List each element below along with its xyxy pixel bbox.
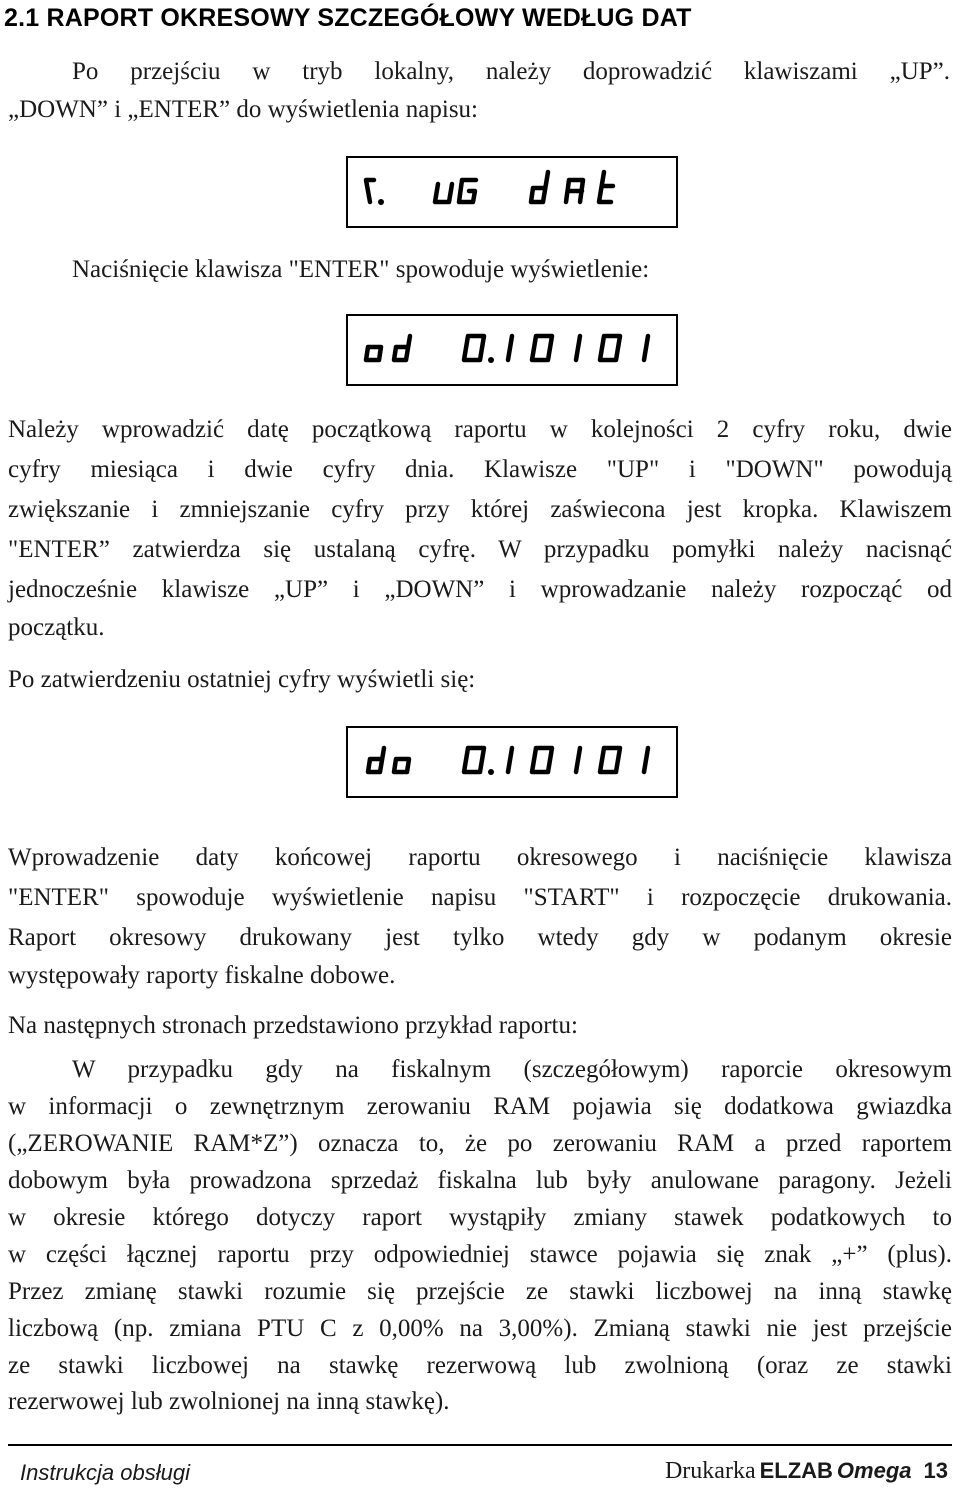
- footer-manual-title: Instrukcja obsługi: [20, 1460, 190, 1485]
- footer-word: Drukarka: [664, 1458, 756, 1484]
- lcd-text-r-ug-dat: [348, 158, 676, 226]
- footer-model: Omega: [836, 1458, 912, 1483]
- footer-divider: [8, 1444, 952, 1446]
- intro-line-1: Po przejściu w tryb lokalny, należy doprowadzić klawiszami „UP”.: [72, 58, 950, 85]
- lcd-display-end-date: [346, 726, 678, 798]
- footer-product: [665, 1458, 948, 1485]
- lcd-text-do-date: [348, 728, 676, 796]
- lcd-display-start-date: [346, 314, 678, 386]
- section-heading: 2.1 RAPORT OKRESOWY SZCZEGÓŁOWY WEDŁUG DAT: [4, 4, 692, 32]
- example-note-text: Na następnych stronach przedstawiono przykład raportu:: [8, 1012, 578, 1039]
- lcd-display-report-mode: [346, 156, 678, 228]
- after-confirm-text: Po zatwierdzeniu ostatniej cyfry wyświetli się:: [8, 666, 476, 693]
- enter-press-text: Naciśnięcie klawisza "ENTER" spowoduje wyświetlenie:: [72, 256, 650, 283]
- footer-brand: ELZAB: [759, 1458, 833, 1483]
- intro-line-2: „DOWN” i „ENTER” do wyświetlenia napisu:: [8, 96, 479, 123]
- page-number: 13: [923, 1458, 948, 1483]
- lcd-text-od-date: [348, 316, 676, 384]
